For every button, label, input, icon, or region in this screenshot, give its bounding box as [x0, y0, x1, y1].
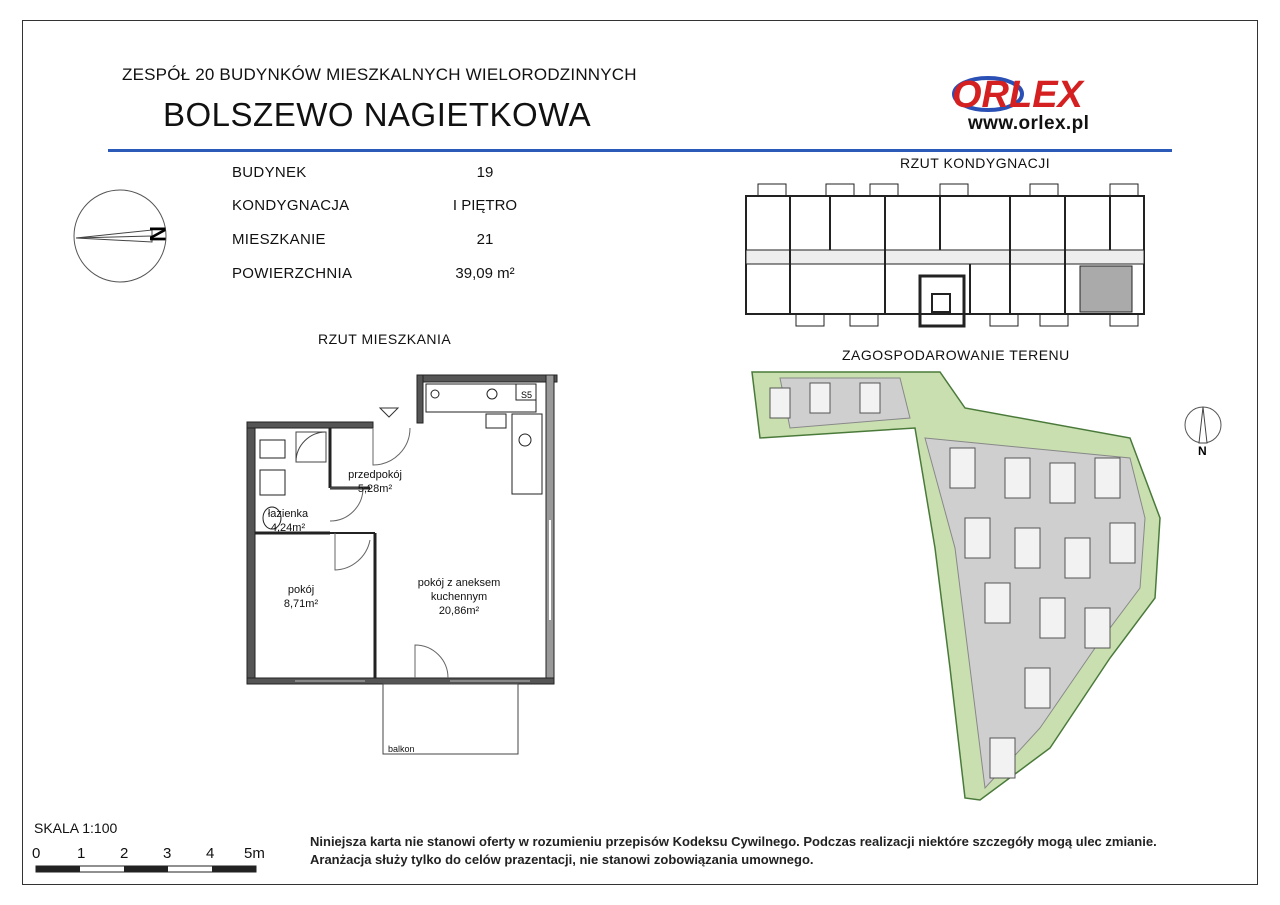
info-label-area: POWIERZCHNIA	[232, 265, 353, 282]
scale-tick-1: 1	[77, 845, 86, 862]
scale-label: SKALA 1:100	[34, 820, 118, 836]
project-subtitle: ZESPÓŁ 20 BUDYNKÓW MIESZKALNYCH WIELORODZINNYCH	[122, 65, 637, 84]
website-url[interactable]: www.orlex.pl	[968, 113, 1090, 134]
room-bedroom-area: 8,71m²	[283, 598, 319, 610]
room-balcony: balkon	[388, 744, 415, 754]
site-compass-n-label: N	[1198, 444, 1207, 458]
scale-bar	[36, 866, 256, 874]
info-label-apartment: MIESZKANIE	[232, 231, 326, 248]
room-hall-name: przedpokój	[348, 469, 402, 481]
site-plan-map	[750, 368, 1170, 808]
header-divider	[108, 149, 1172, 152]
scale-tick-5: 5m	[244, 845, 265, 862]
disclaimer-line-2: Aranżacja służy tylko do celów prazentacji, nie stanowi zobowiązania umownego.	[310, 852, 814, 867]
info-label-building: BUDYNEK	[232, 164, 307, 181]
info-value-area: 39,09 m²	[455, 265, 515, 282]
orlex-logo	[948, 74, 1178, 114]
room-living-name-2: kuchennym	[430, 591, 488, 603]
info-value-apartment: 21	[476, 231, 494, 248]
room-living-name-1: pokój z aneksem	[417, 577, 501, 589]
compass-icon	[70, 186, 180, 286]
apartment-floor-plan	[230, 370, 570, 770]
floor-plan-title: RZUT KONDYGNACJI	[900, 155, 1051, 171]
site-compass-icon	[1178, 405, 1228, 457]
info-value-building: 19	[476, 164, 494, 181]
site-plan-title: ZAGOSPODAROWANIE TERENU	[842, 347, 1070, 363]
s5-label: S5	[521, 390, 533, 400]
scale-tick-2: 2	[120, 845, 129, 862]
info-value-floor: I PIĘTRO	[452, 197, 518, 214]
scale-tick-4: 4	[206, 845, 215, 862]
building-floor-plan	[740, 180, 1150, 335]
compass-n-label: N	[145, 226, 170, 242]
room-bath-name: łazienka	[267, 508, 309, 520]
room-bath-area: 4,24m²	[270, 522, 306, 534]
info-label-floor: KONDYGNACJA	[232, 197, 350, 214]
scale-tick-0: 0	[32, 845, 41, 862]
apartment-plan-title: RZUT MIESZKANIA	[318, 331, 452, 347]
svg-text:ORLEX: ORLEX	[952, 74, 1083, 116]
room-hall-area: 5,28m²	[357, 483, 393, 495]
room-living-area: 20,86m²	[438, 605, 480, 617]
scale-tick-3: 3	[163, 845, 172, 862]
project-title: BOLSZEWO NAGIETKOWA	[163, 96, 592, 133]
disclaimer-line-1: Niniejsza karta nie stanowi oferty w rozumieniu przepisów Kodeksu Cywilnego. Podczas realizacji niektóre szczegóły mogą ulec zmianie.	[310, 834, 1157, 849]
room-bedroom-name: pokój	[287, 584, 315, 596]
